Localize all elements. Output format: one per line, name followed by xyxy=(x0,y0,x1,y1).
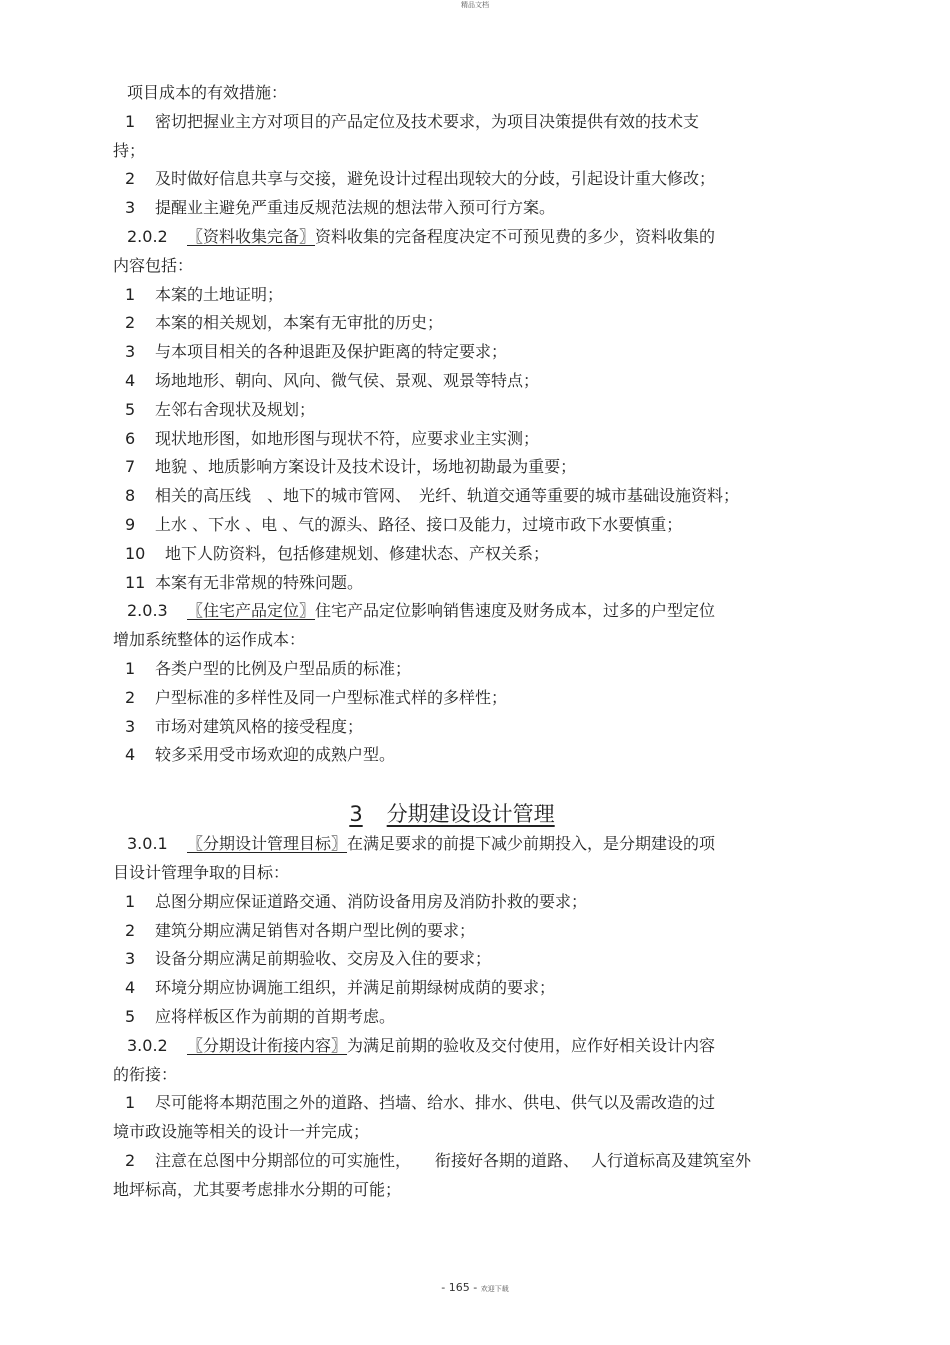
section-title: 〖住宅产品定位〗 xyxy=(187,601,316,621)
list-item: 3 提醒业主避免严重违反规范法规的想法带入预可行方案。 xyxy=(125,198,556,218)
list-item: 7 地貌 、地质影响方案设计及技术设计，场地初勘最为重要； xyxy=(125,457,577,477)
list-item: 3 市场对建筑风格的接受程度； xyxy=(125,716,364,736)
list-item: 1 尽可能将本期范围之外的道路、挡墙、给水、排水、供电、供气以及需改造的过 xyxy=(125,1093,716,1113)
section-title: 〖分期设计管理目标〗 xyxy=(187,834,348,854)
paragraph: 目设计管理争取的目标： xyxy=(113,862,290,882)
document-body xyxy=(113,79,813,1204)
list-item: 3 设备分期应满足前期验收、交房及入住的要求； xyxy=(125,949,492,969)
section-title: 〖资料收集完备〗 xyxy=(187,226,316,246)
paragraph: 境市政设施等相关的设计一并完成； xyxy=(113,1122,370,1142)
list-item: 2 注意在总图中分期部位的可实施性， 衔接好各期的道路、 人行道标高及建筑室外 xyxy=(125,1150,752,1170)
paragraph: 项目成本的有效措施： xyxy=(127,83,288,102)
list-item: 2 建筑分期应满足销售对各期户型比例的要求； xyxy=(125,920,476,940)
section-2-0-2: 2.0.2 〖资料收集完备〗资料收集的完备程度决定不可预见费的多少，资料收集的 xyxy=(127,226,716,246)
list-item: 8 相关的高压线 、地下的城市管网、 光纤、轨道交通等重要的城市基础设施资料； xyxy=(125,486,740,506)
list-item: 4 环境分期应协调施工组织，并满足前期绿树成荫的要求； xyxy=(125,978,556,998)
list-item: 5 左邻右舍现状及规划； xyxy=(125,399,316,419)
list-item: 4 较多采用受市场欢迎的成熟户型。 xyxy=(125,745,396,765)
list-item: 2 及时做好信息共享与交接，避免设计过程出现较大的分歧，引起设计重大修改； xyxy=(125,169,716,189)
list-item: 3 与本项目相关的各种退距及保护距离的特定要求； xyxy=(125,342,508,362)
section-3-0-2: 3.0.2 〖分期设计衔接内容〗为满足前期的验收及交付使用，应作好相关设计内容 xyxy=(127,1035,716,1055)
list-item: 5 应将样板区作为前期的首期考虑。 xyxy=(125,1006,396,1026)
list-item: 1 各类户型的比例及户型品质的标准； xyxy=(125,658,412,678)
list-item: 1 本案的土地证明； xyxy=(125,284,284,304)
paragraph: 内容包括： xyxy=(113,255,194,275)
list-item: 11 本案有无非常规的特殊问题。 xyxy=(125,572,364,592)
chapter-heading: 3 分期建设设计管理 xyxy=(349,802,555,827)
list-item: 9 上水 、下水 、电 、气的源头、路径、接口及能力，过境市政下水要慎重； xyxy=(125,514,683,534)
footer-note: 欢迎下载 xyxy=(480,1285,509,1293)
page-header: 精品文档 xyxy=(461,1,489,9)
paragraph: 持； xyxy=(113,140,146,160)
page-footer xyxy=(0,1281,950,1294)
list-item: 1 总图分期应保证道路交通、消防设备用房及消防扑救的要求； xyxy=(125,891,588,911)
list-item: 10 地下人防资料，包括修建规划、修建状态、产权关系； xyxy=(125,543,550,563)
section-3-0-1: 3.0.1 〖分期设计管理目标〗在满足要求的前提下减少前期投入，是分期建设的项 xyxy=(127,834,716,854)
paragraph: 地坪标高，尤其要考虑排水分期的可能； xyxy=(113,1179,402,1199)
paragraph: 的衔接： xyxy=(113,1064,178,1084)
page-number: - 165 - xyxy=(441,1281,478,1294)
paragraph: 增加系统整体的运作成本： xyxy=(113,630,306,650)
list-item: 2 本案的相关规划，本案有无审批的历史； xyxy=(125,313,444,333)
section-2-0-3: 2.0.3 〖住宅产品定位〗住宅产品定位影响销售速度及财务成本，过多的户型定位 xyxy=(127,601,716,621)
list-item: 2 户型标准的多样性及同一户型标准式样的多样性； xyxy=(125,687,508,707)
list-item: 1 密切把握业主方对项目的产品定位及技术要求，为项目决策提供有效的技术支 xyxy=(125,111,700,131)
section-title: 〖分期设计衔接内容〗 xyxy=(187,1035,348,1055)
list-item: 6 现状地形图，如地形图与现状不符，应要求业主实测； xyxy=(125,428,540,448)
list-item: 4 场地地形、朝向、风向、微气侯、景观、观景等特点； xyxy=(125,370,540,390)
